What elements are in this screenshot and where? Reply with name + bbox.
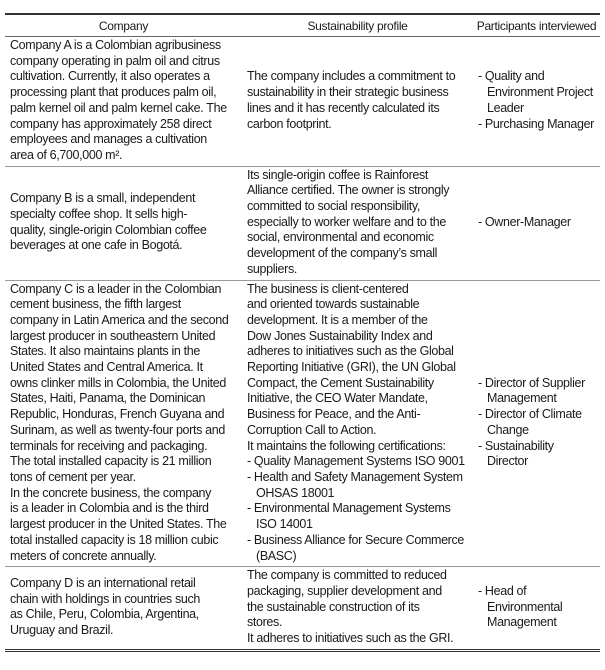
participants-cell bbox=[473, 567, 600, 651]
text-line: In the concrete business, the company bbox=[10, 485, 212, 500]
text-line: especially to worker welfare and to the bbox=[247, 214, 446, 229]
text-line: sustainability in their strategic business bbox=[247, 85, 449, 100]
text-line: States. It also maintains plants in the bbox=[10, 344, 200, 359]
header-participants-interviewed: Participants interviewed bbox=[476, 18, 597, 33]
text-line: adheres to initiatives such as the Global bbox=[247, 344, 454, 359]
table-row bbox=[5, 567, 600, 651]
text-line: largest producer in the United States. The bbox=[10, 517, 227, 532]
text-line: specialty coffee shop. It sells high- bbox=[10, 206, 188, 221]
header-sustainability-profile: Sustainability profile bbox=[307, 18, 408, 33]
text-line: cultivation. Currently, it also operates a bbox=[10, 69, 210, 84]
text-line: company operating in palm oil and citrus bbox=[10, 53, 220, 68]
text-line: and oriented towards sustainable bbox=[247, 297, 420, 312]
text-line: processing plant that produces palm oil, bbox=[10, 85, 217, 100]
text-line: Uruguay and Brazil. bbox=[10, 623, 114, 638]
bullet-line: - Head of bbox=[478, 583, 527, 598]
text-line: Alliance certified. The owner is strongly bbox=[247, 183, 450, 198]
text-line: tons of cement per year. bbox=[10, 469, 136, 484]
text-line: Surinam, as well as twenty-four ports and bbox=[10, 422, 225, 437]
text-line: total installed capacity is 18 million cubic bbox=[10, 532, 219, 547]
text-line: Dow Jones Sustainability Index and bbox=[247, 328, 433, 343]
text-line: employees and manages a cultivation bbox=[10, 132, 207, 147]
sustainability-profile-cell bbox=[242, 280, 473, 567]
text-line: packaging, supplier development and bbox=[247, 583, 442, 598]
text-line: Director bbox=[487, 454, 528, 469]
text-line: The business is client-centered bbox=[247, 281, 409, 296]
text-line: It maintains the following certifications: bbox=[247, 438, 446, 453]
sustainability-profile-cell bbox=[242, 37, 473, 167]
text-line: Company C is a leader in the Colombian bbox=[10, 281, 222, 296]
text-line: Environment Project bbox=[487, 85, 593, 100]
bullet-line: - Director of Supplier bbox=[478, 375, 585, 390]
text-line: Its single-origin coffee is Rainforest bbox=[247, 167, 429, 182]
sustainability-profile-cell bbox=[242, 166, 473, 280]
bullet-line: - Quality Management Systems ISO 9001 bbox=[247, 454, 465, 469]
bullet-line: - Owner-Manager bbox=[478, 214, 571, 229]
company-cell bbox=[5, 280, 242, 567]
text-line: Environmental bbox=[487, 599, 563, 614]
bullet-line: - Purchasing Manager bbox=[478, 116, 594, 131]
company-cell bbox=[5, 166, 242, 280]
text-line: It adheres to initiatives such as the GRI. bbox=[247, 631, 454, 646]
text-line: development of the company’s small bbox=[247, 246, 438, 261]
text-line: lines and it has recently calculated its bbox=[247, 100, 440, 115]
text-line: Republic, Honduras, French Guyana and bbox=[10, 407, 225, 422]
companies-table bbox=[5, 13, 600, 652]
text-line: Initiative, the CEO Water Mandate, bbox=[247, 391, 428, 406]
text-line: Company A is a Colombian agribusiness bbox=[10, 38, 221, 52]
text-line: Management bbox=[487, 391, 557, 406]
text-line: carbon footprint. bbox=[247, 116, 332, 131]
participants-cell bbox=[473, 37, 600, 167]
text-line: the sustainable construction of its bbox=[247, 599, 420, 614]
bullet-line: - Environmental Management Systems bbox=[247, 501, 451, 516]
bullet-line: - Quality and bbox=[478, 69, 545, 84]
bullet-line: - Health and Safety Management System bbox=[247, 469, 463, 484]
text-line: (BASC) bbox=[256, 548, 297, 563]
text-line: cement business, the fifth largest bbox=[10, 297, 181, 312]
text-line: committed to social responsibility, bbox=[247, 199, 421, 214]
text-line: beverages at one cafe in Bogotá. bbox=[10, 238, 183, 253]
text-line: Reporting Initiative (GRI), the UN Global bbox=[247, 360, 456, 375]
text-line: United States and Central America. It bbox=[10, 360, 203, 375]
text-line: stores. bbox=[247, 615, 283, 630]
text-line: quality, single-origin Colombian coffee bbox=[10, 222, 207, 237]
text-line: owns clinker mills in Colombia, the United bbox=[10, 375, 226, 390]
table-row bbox=[5, 280, 600, 567]
text-line: palm kernel oil and palm kernel cake. The bbox=[10, 100, 227, 115]
company-cell bbox=[5, 567, 242, 651]
text-line: Compact, the Cement Sustainability bbox=[247, 375, 434, 390]
text-line: suppliers. bbox=[247, 261, 297, 276]
text-line: company in Latin America and the second bbox=[10, 312, 229, 327]
company-cell bbox=[5, 37, 242, 167]
sustainability-profile-cell bbox=[242, 567, 473, 651]
text-line: ISO 14001 bbox=[256, 517, 313, 532]
text-line: social, environmental and economic bbox=[247, 230, 434, 245]
text-line: The company includes a commitment to bbox=[247, 69, 456, 84]
bullet-line: - Business Alliance for Secure Commerce bbox=[247, 532, 464, 547]
text-line: The company is committed to reduced bbox=[247, 568, 447, 583]
text-line: States, Haiti, Panama, the Dominican bbox=[10, 391, 206, 406]
header-company: Company bbox=[98, 18, 149, 33]
text-line: chain with holdings in countries such bbox=[10, 591, 200, 606]
participants-cell bbox=[473, 280, 600, 567]
text-line: Company D is an international retail bbox=[10, 576, 196, 591]
text-line: is a leader in Colombia and is the third bbox=[10, 501, 209, 516]
table-row bbox=[5, 37, 600, 167]
text-line: development. It is a member of the bbox=[247, 312, 428, 327]
text-line: as Chile, Peru, Colombia, Argentina, bbox=[10, 607, 199, 622]
text-line: Leader bbox=[487, 100, 524, 115]
text-line: terminals for receiving and packaging. bbox=[10, 438, 208, 453]
text-line: Company B is a small, independent bbox=[10, 191, 196, 206]
text-line: Management bbox=[487, 615, 557, 630]
text-line: Business for Peace, and the Anti- bbox=[247, 407, 421, 422]
table-body bbox=[5, 37, 600, 651]
participants-cell bbox=[473, 166, 600, 280]
text-line: The total installed capacity is 21 million bbox=[10, 454, 212, 469]
text-line: Change bbox=[487, 422, 529, 437]
bullet-line: - Sustainability bbox=[478, 438, 554, 453]
text-line: largest producer in southeastern United bbox=[10, 328, 216, 343]
text-line: meters of concrete annually. bbox=[10, 548, 157, 563]
text-line: Corruption Call to Action. bbox=[247, 422, 377, 437]
text-line: OHSAS 18001 bbox=[256, 485, 335, 500]
text-line: area of 6,700,000 m². bbox=[10, 147, 123, 162]
bullet-line: - Director of Climate bbox=[478, 407, 582, 422]
table-row bbox=[5, 166, 600, 280]
text-line: company has approximately 258 direct bbox=[10, 116, 212, 131]
table-header-row bbox=[5, 14, 600, 37]
